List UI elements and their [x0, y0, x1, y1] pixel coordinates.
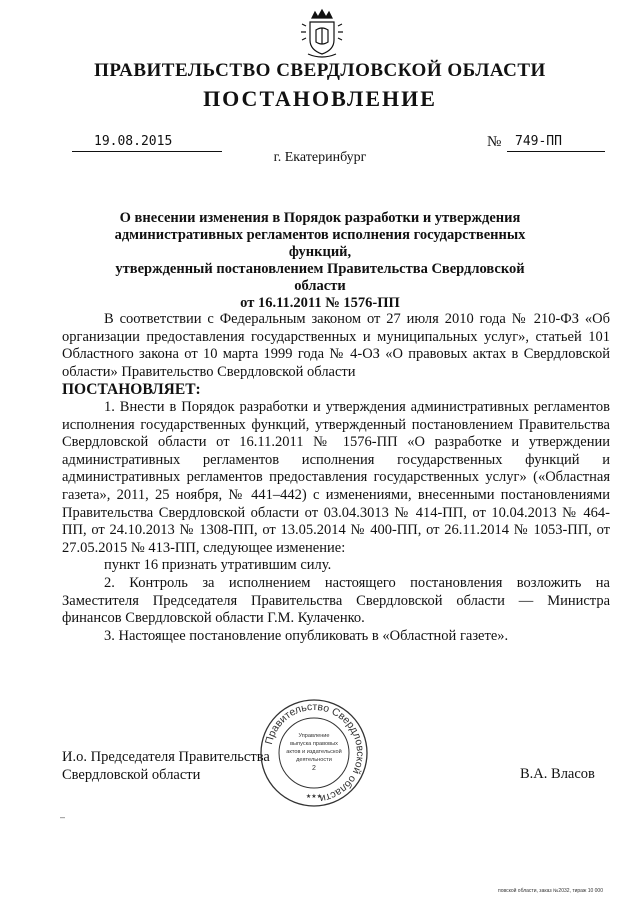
- document-type: ПОСТАНОВЛЕНИЕ: [203, 86, 437, 111]
- document-body: [62, 311, 610, 645]
- item-1-subpoint: пункт 16 признать утратившим силу.: [104, 557, 332, 574]
- stamp-stars: ★★★: [305, 794, 323, 800]
- stamp-center-line-4: деятельности: [296, 757, 332, 763]
- signatory-name: В.А. Власов: [520, 766, 595, 782]
- item-1-paragraph: 1. Внести в Порядок разработки и утверждения административных регламентов исполнения государственных функций, утвержденный постановлением Правительства Свердловской области от 16.11.2011 № 1576-ПП «О разработке и утверждении административных регламентов исполнения государственных функций и административных регламентов предоставления государственных услуг» («Областная газета», 2011, 25 ноября, № 441–442) с изменениями, внесенными постановлениями Правительства Свердловской области от 03.04.3013 № 414-ПП, от 10.04.2013 № 464-ПП, от 24.10.2013 № 1308-ПП, от 13.05.2014 № 400-ПП, от 26.11.2014 № 1053-ПП, от 27.05.2015 № 413-ПП, следующее изменение:: [62, 398, 610, 556]
- item-3-paragraph: 3. Настоящее постановление опубликовать в «Областной газете».: [104, 627, 509, 644]
- city: г. Екатеринбург: [273, 150, 367, 165]
- signatory-position-line-1: И.о. Председателя Правительства: [62, 749, 270, 765]
- signatory-position: [62, 748, 270, 784]
- document-number: 749-ПП: [515, 134, 562, 149]
- resolves-keyword: ПОСТАНОВЛЯЕТ:: [62, 381, 201, 399]
- subject-line-1: О внесении изменения в Порядок разработки и утверждения: [119, 210, 521, 226]
- subject-line-4: от 16.11.2011 № 1576-ПП: [240, 295, 400, 311]
- signatory-position-line-2: Свердловской области: [62, 767, 201, 783]
- stamp-ring-text: Правительство Свердловской области: [262, 700, 367, 805]
- government-title: ПРАВИТЕЛЬСТВО СВЕРДЛОВСКОЙ ОБЛАСТИ: [94, 60, 546, 81]
- stamp-center-number: 2: [312, 765, 316, 772]
- coat-of-arms-emblem: [298, 4, 346, 60]
- subject-line-2: административных регламентов исполнения государственных функций,: [114, 227, 526, 260]
- preamble-paragraph: В соответствии с Федеральным законом от 27 июля 2010 года № 210-ФЗ «Об организации предоставления государственных и муниципальных услуг», статьей 101 Областного закона от 10 марта 1999 года № 4-ОЗ «О правовых актах в Свердловской области» Правительство Свердловской области: [62, 311, 610, 380]
- stamp-center-line-1: Управление: [298, 733, 330, 739]
- footer-print-note: повской области, заказ №2032, тираж 10 000: [498, 888, 603, 894]
- subject-line-3: утвержденный постановлением Правительства Свердловской области: [115, 261, 525, 294]
- document-subject: [90, 210, 550, 312]
- document-date: 19.08.2015: [94, 134, 173, 149]
- item-2-paragraph: 2. Контроль за исполнением настоящего постановления возложить на Заместителя Председателя Правительства Свердловской области — Министра финансов Свердловской области Г.М. Кулаченко.: [62, 574, 610, 627]
- stamp-center-line-3: актов и издательской: [286, 749, 342, 755]
- margin-mark: –: [60, 812, 66, 822]
- number-sign: №: [487, 134, 502, 150]
- stamp-center-line-2: выпуска правовых: [290, 741, 338, 747]
- official-stamp-seal: [258, 697, 370, 809]
